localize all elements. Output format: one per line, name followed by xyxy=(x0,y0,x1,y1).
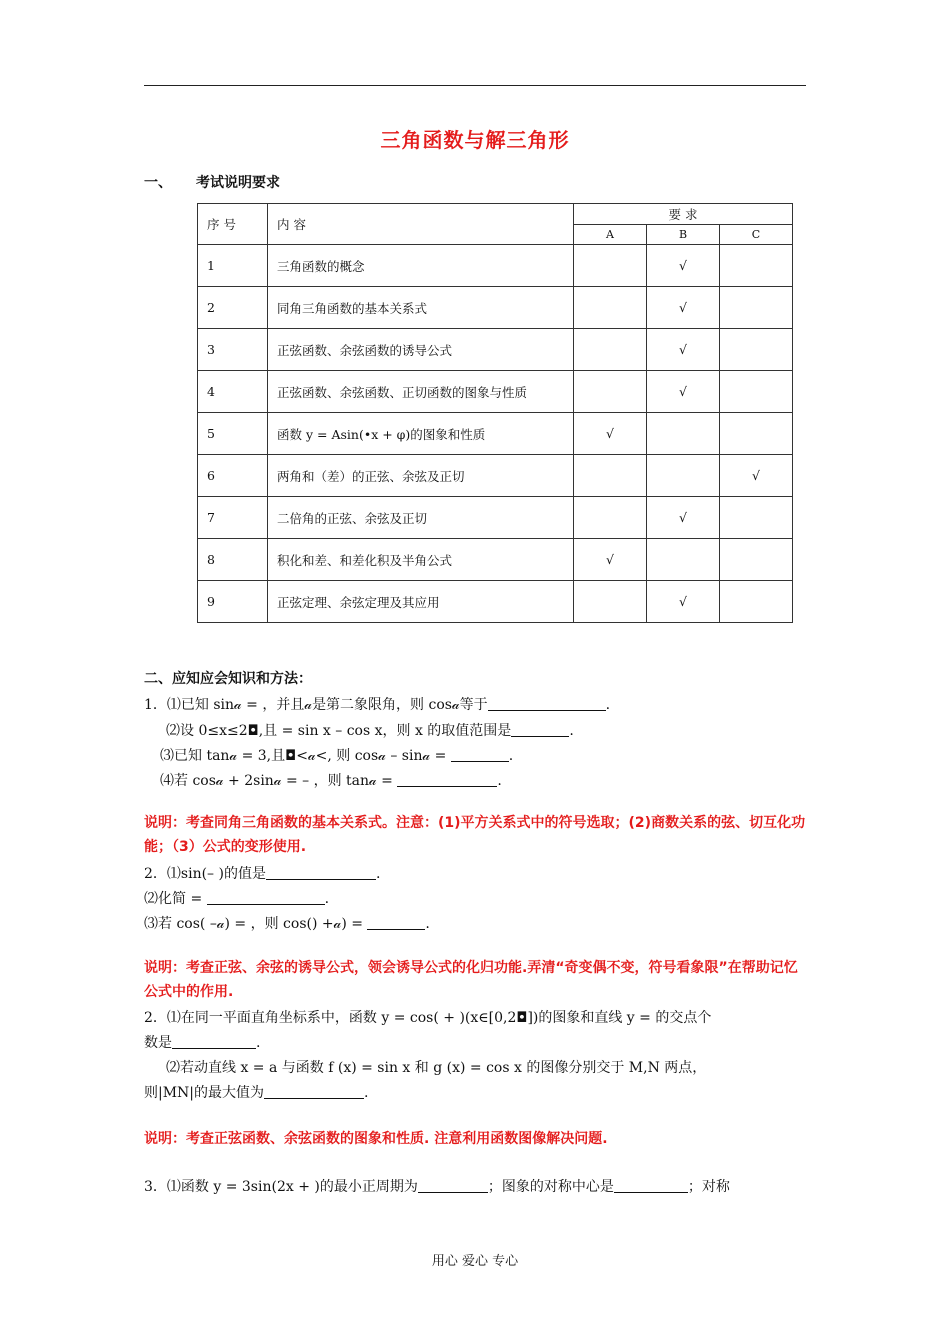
text: = ，并且 xyxy=(241,697,305,713)
row-a xyxy=(574,287,647,329)
row-b: √ xyxy=(647,497,720,539)
text: ,且 = sin x – cos x，则 x 的取值范围是 xyxy=(258,723,512,739)
row-a xyxy=(574,371,647,413)
row-no: 3 xyxy=(198,329,268,371)
text: ⑷若 cos xyxy=(160,773,216,789)
q2-line-2 xyxy=(144,888,329,908)
table-row xyxy=(198,455,793,497)
table-row xyxy=(198,413,793,455)
section-1-number: 一、 xyxy=(144,175,172,191)
row-b: √ xyxy=(647,329,720,371)
q2-line-1 xyxy=(144,863,380,883)
text: ；图象的对称中心是 xyxy=(487,1179,614,1195)
header-content: 内 容 xyxy=(268,204,574,245)
header-col-a: A xyxy=(574,225,647,245)
q3-line-3: ⑵若动直线 x = a 与函数 f (x) = sin x 和 g (x) = cos x 的图像分别交于 M,N 两点， xyxy=(166,1060,707,1076)
text: = xyxy=(376,773,398,789)
header-req: 要 求 xyxy=(574,204,793,225)
row-c xyxy=(720,329,793,371)
row-no: 8 xyxy=(198,539,268,581)
row-a xyxy=(574,455,647,497)
row-content: 正弦函数、余弦函数、正切函数的图象与性质 xyxy=(268,371,574,413)
text: < xyxy=(296,748,308,764)
note-3: 说明：考查正弦函数、余弦函数的图象和性质. 注意利用函数图像解决问题. xyxy=(144,1131,608,1147)
row-b: √ xyxy=(647,245,720,287)
alpha-symbol-icon: 𝒶 xyxy=(273,773,282,789)
section-1-label: 考试说明要求 xyxy=(196,175,280,191)
section-1-heading xyxy=(144,172,280,192)
row-c xyxy=(720,371,793,413)
answer-blank[interactable] xyxy=(367,915,425,930)
requirements-table xyxy=(197,203,793,623)
q1-line-1 xyxy=(144,694,610,714)
alpha-symbol-icon: 𝒶 xyxy=(304,697,313,713)
row-content: 正弦定理、余弦定理及其应用 xyxy=(268,581,574,623)
answer-blank[interactable] xyxy=(418,1178,488,1193)
row-content: 三角函数的概念 xyxy=(268,245,574,287)
alpha-symbol-icon: 𝒶 xyxy=(369,773,377,789)
alpha-symbol-icon: 𝒶 xyxy=(215,773,224,789)
text: . xyxy=(508,748,514,764)
alpha-symbol-icon: 𝒶 xyxy=(422,748,431,764)
row-c xyxy=(720,245,793,287)
text: . xyxy=(425,916,430,932)
page-title: 三角函数与解三角形 xyxy=(380,128,570,152)
alpha-symbol-icon: 𝒶 xyxy=(229,748,238,764)
text: ⑵设 0≤x≤2 xyxy=(166,723,248,739)
header-no: 序 号 xyxy=(198,204,268,245)
answer-blank[interactable] xyxy=(266,865,376,880)
answer-blank[interactable] xyxy=(172,1034,256,1049)
table-row xyxy=(198,245,793,287)
header-col-c: C xyxy=(720,225,793,245)
answer-blank[interactable] xyxy=(511,722,569,737)
q2-line-3 xyxy=(144,913,430,933)
text: . xyxy=(364,1085,369,1101)
row-c xyxy=(720,413,793,455)
text: . xyxy=(605,697,611,713)
row-b xyxy=(647,455,720,497)
table-row xyxy=(198,329,793,371)
table-row xyxy=(198,371,793,413)
row-a xyxy=(574,245,647,287)
text: ])的图象和直线 y = 的交点个 xyxy=(527,1010,712,1026)
row-c xyxy=(720,539,793,581)
table-row xyxy=(198,497,793,539)
header-col-b: B xyxy=(647,225,720,245)
text: 则|MN|的最大值为 xyxy=(144,1085,265,1101)
row-no: 5 xyxy=(198,413,268,455)
answer-blank[interactable] xyxy=(614,1178,688,1193)
section-2-heading: 二、应知应会知识和方法： xyxy=(144,671,312,687)
row-c xyxy=(720,497,793,539)
alpha-symbol-icon: 𝒶 xyxy=(216,916,225,932)
pi-box-icon: ◘ xyxy=(516,1010,528,1026)
q1-line-2 xyxy=(166,720,574,740)
page-footer: 用心 爱心 专心 xyxy=(431,1254,519,1269)
row-content: 同角三角函数的基本关系式 xyxy=(268,287,574,329)
note-1: 说明：考查同角三角函数的基本关系式。注意：(1)平方关系式中的符号选取；(2)商数关系的弦、切互化功能；（3）公式的变形使用. xyxy=(144,815,806,855)
text: 是第二象限角，则 cos xyxy=(312,697,452,713)
header-rule xyxy=(144,85,806,86)
alpha-symbol-icon: 𝒶 xyxy=(333,916,342,932)
answer-blank[interactable] xyxy=(397,772,497,787)
answer-blank[interactable] xyxy=(207,890,325,905)
text: 2．⑴sin(– )的值是 xyxy=(144,866,266,882)
text: ) = xyxy=(341,916,368,932)
text: – sin xyxy=(385,748,423,764)
text: ⑵化简 = xyxy=(144,891,207,907)
row-no: 6 xyxy=(198,455,268,497)
answer-blank[interactable] xyxy=(488,696,606,711)
row-no: 7 xyxy=(198,497,268,539)
row-a xyxy=(574,329,647,371)
row-b xyxy=(647,413,720,455)
alpha-symbol-icon: 𝒶 xyxy=(307,748,316,764)
table-row xyxy=(198,581,793,623)
text: = xyxy=(430,748,451,764)
text: 1．⑴已知 sin xyxy=(144,697,235,713)
text: = 3,且 xyxy=(237,748,286,764)
alpha-symbol-icon: 𝒶 xyxy=(451,697,460,713)
text: 等于 xyxy=(459,697,488,713)
row-content: 函数 y = Asin(•x + φ)的图象和性质 xyxy=(268,413,574,455)
row-content: 两角和（差）的正弦、余弦及正切 xyxy=(268,455,574,497)
row-c xyxy=(720,287,793,329)
text: ) = ，则 cos() + xyxy=(224,916,334,932)
pi-box-icon: ◘ xyxy=(285,748,297,764)
row-no: 9 xyxy=(198,581,268,623)
row-content: 二倍角的正弦、余弦及正切 xyxy=(268,497,574,539)
text: . xyxy=(324,891,330,907)
row-b: √ xyxy=(647,581,720,623)
text: ⑶已知 tan xyxy=(160,748,230,764)
row-a: √ xyxy=(574,539,647,581)
alpha-symbol-icon: 𝒶 xyxy=(378,748,386,764)
text: 数是 xyxy=(144,1035,172,1051)
row-a xyxy=(574,497,647,539)
text: . xyxy=(256,1035,261,1051)
text: ⑶若 cos( – xyxy=(144,916,217,932)
row-c: √ xyxy=(720,455,793,497)
q3-line-4 xyxy=(144,1082,368,1102)
q1-line-4 xyxy=(160,770,502,790)
alpha-symbol-icon: 𝒶 xyxy=(234,697,242,713)
row-a: √ xyxy=(574,413,647,455)
text: <, 则 cos xyxy=(315,748,379,764)
row-no: 4 xyxy=(198,371,268,413)
q3-line-1 xyxy=(144,1007,711,1027)
row-content: 积化和差、和差化积及半角公式 xyxy=(268,539,574,581)
row-content: 正弦函数、余弦函数的诱导公式 xyxy=(268,329,574,371)
answer-blank[interactable] xyxy=(264,1084,364,1099)
text: + 2sin xyxy=(223,773,274,789)
q3-line-2 xyxy=(144,1032,260,1052)
q1-line-3 xyxy=(160,745,513,765)
answer-blank[interactable] xyxy=(451,747,509,762)
text: . xyxy=(569,723,574,739)
table-row xyxy=(198,539,793,581)
row-no: 2 xyxy=(198,287,268,329)
row-b: √ xyxy=(647,371,720,413)
row-no: 1 xyxy=(198,245,268,287)
q4-line-1 xyxy=(144,1176,730,1196)
text: 2．⑴在同一平面直角坐标系中，函数 y = cos( + )(x∈[0,2 xyxy=(144,1010,517,1026)
row-a xyxy=(574,581,647,623)
text: . xyxy=(375,866,381,882)
table-row xyxy=(198,287,793,329)
text: 3．⑴函数 y = 3sin(2x + )的最小正周期为 xyxy=(144,1179,418,1195)
note-2: 说明：考查正弦、余弦的诱导公式，领会诱导公式的化归功能.弄清“奇变偶不变，符号看象限”在帮助记忆公式中的作用. xyxy=(144,960,798,1000)
row-c xyxy=(720,581,793,623)
text: = – ，则 tan xyxy=(281,773,370,789)
pi-box-icon: ◘ xyxy=(247,723,259,739)
row-b xyxy=(647,539,720,581)
text: ；对称 xyxy=(687,1179,730,1195)
text: . xyxy=(497,773,502,789)
row-b: √ xyxy=(647,287,720,329)
